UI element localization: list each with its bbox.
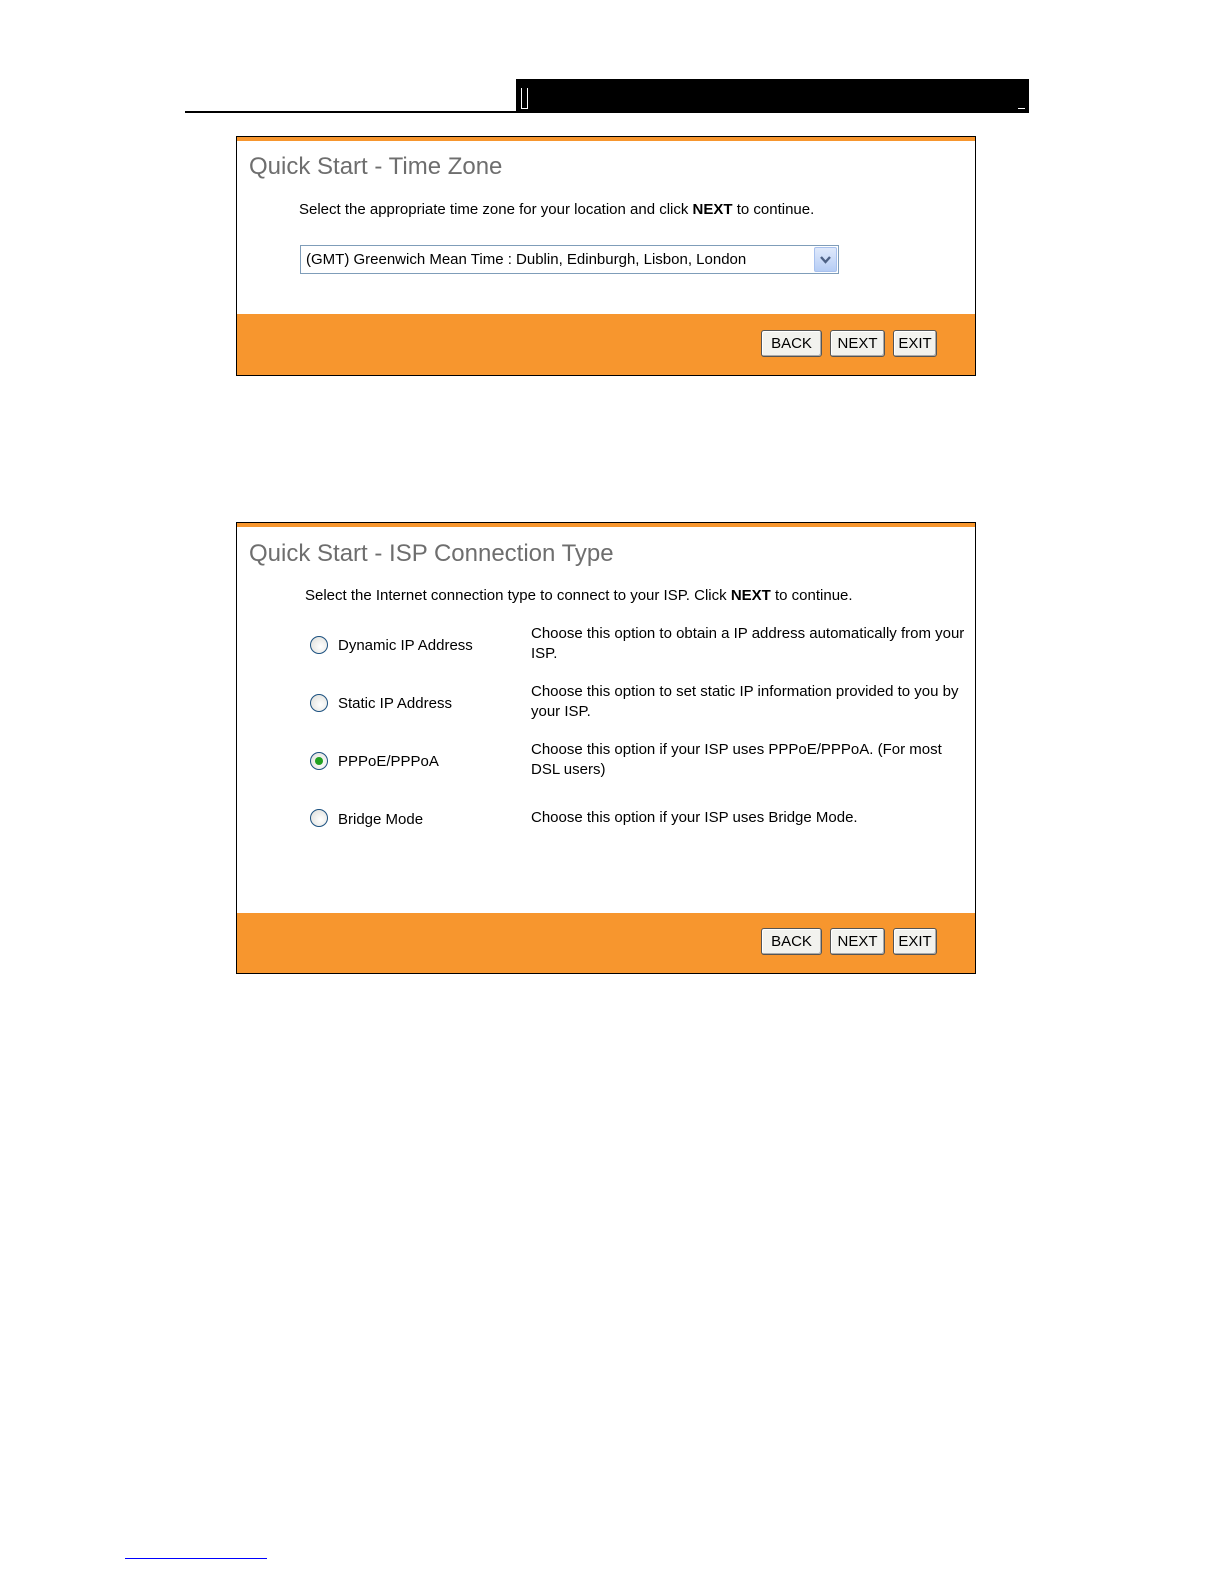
option-label: Static IP Address [338,695,452,712]
option-label: PPPoE/PPPoA [338,753,439,770]
exit-button[interactable]: EXIT [893,928,937,955]
back-button[interactable]: BACK [761,330,822,357]
radio-static-ip[interactable] [310,694,328,712]
option-description: Choose this option to obtain a IP address automatically from your ISP. [531,625,965,662]
panel-footer [237,913,975,973]
option-description: Choose this option to set static IP information provided to you by your ISP. [531,683,959,720]
exit-button[interactable]: EXIT [893,330,937,357]
timezone-select[interactable] [300,245,839,274]
radio-pppoe[interactable] [310,752,328,770]
radio-selected-dot [315,757,323,765]
timezone-selected-value: (GMT) Greenwich Mean Time : Dublin, Edinburgh, Lisbon, London [306,251,747,268]
next-button[interactable]: NEXT [830,330,885,357]
header-mark [521,88,528,109]
panel-footer [237,314,975,375]
instruction-text: Select the appropriate time zone for your location and click NEXT to continue. [299,201,815,218]
header-mark [1018,108,1025,109]
panel-top-stripe [237,137,975,141]
page-title: Quick Start - Time Zone [249,153,503,180]
chevron-down-icon [820,256,831,264]
option-label: Bridge Mode [338,811,424,828]
option-description: Choose this option if your ISP uses Bridge Mode. [531,809,858,826]
radio-bridge[interactable] [310,809,328,827]
panel-top-stripe [237,523,975,527]
next-button[interactable]: NEXT [830,928,885,955]
radio-dynamic-ip[interactable] [310,636,328,654]
dropdown-button[interactable] [814,247,837,272]
header-bar [516,79,1029,112]
page-title: Quick Start - ISP Connection Type [249,540,614,567]
instruction-text: Select the Internet connection type to connect to your ISP. Click NEXT to continue. [305,587,853,604]
timezone-panel [236,136,976,376]
option-description: Choose this option if your ISP uses PPPoE/PPPoA. (For most DSL users) [531,741,942,778]
back-button[interactable]: BACK [761,928,822,955]
isp-connection-panel [236,522,976,974]
footer-link-underline [125,1558,267,1559]
option-label: Dynamic IP Address [338,637,473,654]
